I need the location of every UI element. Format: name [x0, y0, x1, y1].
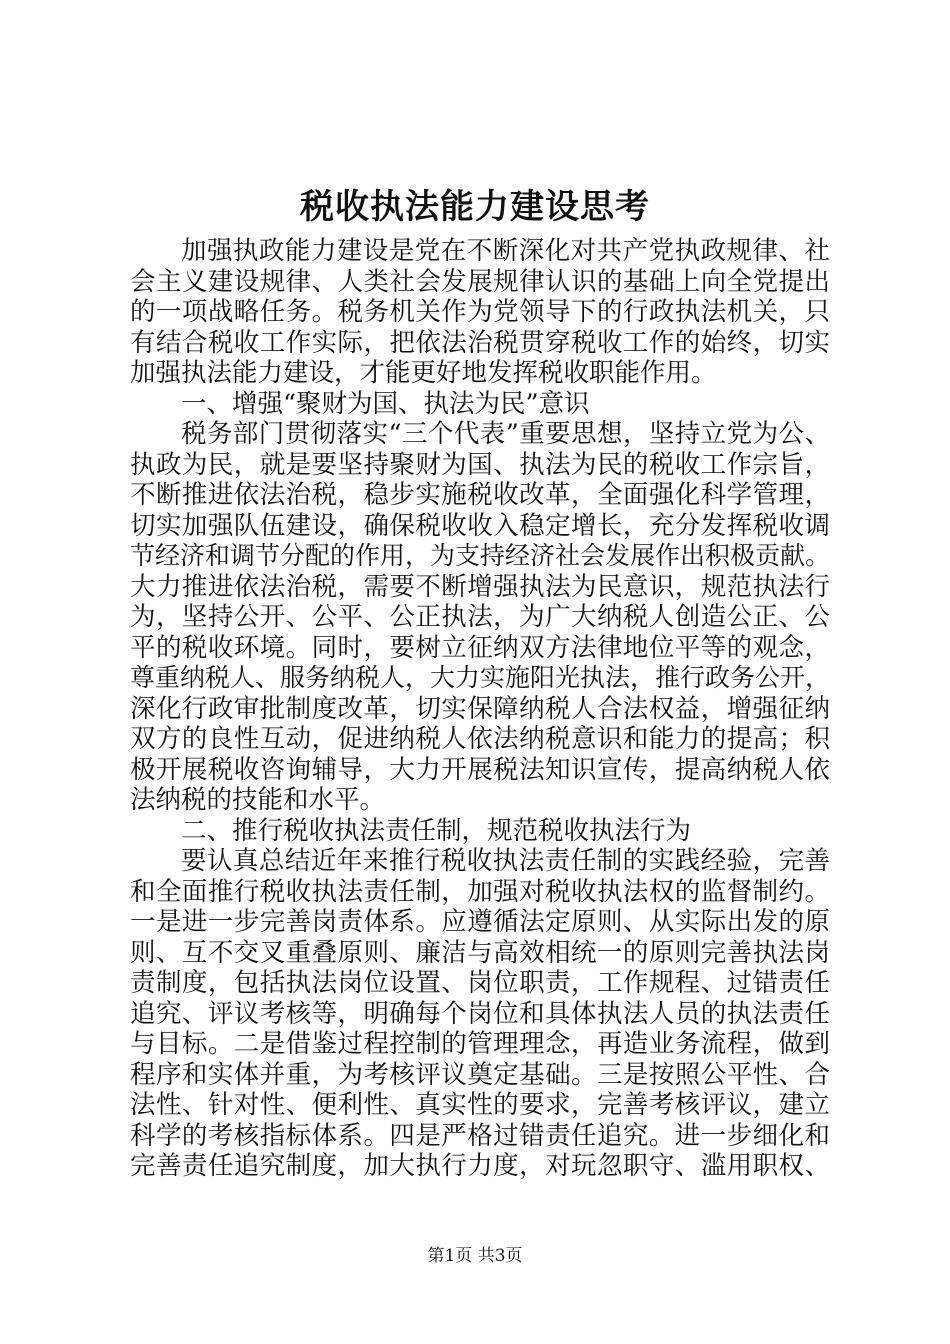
- paragraph-line: 法性、针对性、便利性、真实性的要求，完善考核评议，建立: [130, 1090, 830, 1120]
- paragraph-line: 切实加强队伍建设，确保税收收入稳定增长，充分发挥税收调: [130, 510, 830, 541]
- paragraph-line: 大力推进依法治税，需要不断增强执法为民意识，规范执法行: [130, 571, 830, 602]
- paragraph-line: 程序和实体并重，为考核评议奠定基础。三是按照公平性、合: [130, 1059, 830, 1090]
- paragraph-line: 为，坚持公开、公平、公正执法，为广大纳税人创造公正、公: [130, 602, 830, 632]
- paragraph-line: 执政为民，就是要坚持聚财为国、执法为民的税收工作宗旨，: [130, 449, 830, 480]
- paragraph-line: 税务部门贯彻落实“三个代表”重要思想，坚持立党为公、: [181, 419, 830, 449]
- document-body: [130, 236, 830, 1182]
- paragraph-line: 完善责任追究制度，加大执行力度，对玩忽职守、滥用职权、: [130, 1151, 830, 1181]
- paragraph-line: 会主义建设规律、人类社会发展规律认识的基础上向全党提出: [130, 266, 830, 297]
- paragraph-line: 的一项战略任务。税务机关作为党领导下的行政执法机关，只: [130, 297, 830, 327]
- paragraph-line: 平的税收环境。同时，要树立征纳双方法律地位平等的观念，: [130, 632, 830, 663]
- document-title: 税收执法能力建设思考: [300, 187, 650, 227]
- paragraph-line: 不断推进依法治税，稳步实施税收改革，全面强化科学管理，: [130, 480, 830, 510]
- paragraph-line: 加强执法能力建设，才能更好地发挥税收职能作用。: [130, 358, 717, 388]
- paragraph-line: 则、互不交叉重叠原则、廉洁与高效相统一的原则完善执法岗: [130, 937, 830, 968]
- paragraph-line: 深化行政审批制度改革，切实保障纳税人合法权益，增强征纳: [130, 693, 830, 724]
- paragraph-line: 责制度，包括执法岗位设置、岗位职责，工作规程、过错责任: [130, 968, 830, 998]
- paragraph-line: 加强执政能力建设是党在不断深化对共产党执政规律、社: [181, 236, 830, 266]
- paragraph-line: 要认真总结近年来推行税收执法责任制的实践经验，完善: [181, 846, 830, 876]
- paragraph-line: 和全面推行税收执法责任制，加强对税收执法权的监督制约。: [130, 876, 830, 907]
- paragraph-line: 尊重纳税人、服务纳税人，大力实施阳光执法，推行政务公开，: [130, 663, 830, 692]
- paragraph-line: 节经济和调节分配的作用，为支持经济社会发展作出积极贡献。: [130, 541, 830, 570]
- paragraph-line: 极开展税收咨询辅导，大力开展税法知识宣传，提高纳税人依: [130, 754, 830, 785]
- paragraph-line: 有结合税收工作实际，把依法治税贯穿税收工作的始终，切实: [130, 327, 830, 358]
- paragraph-line: 与目标。二是借鉴过程控制的管理理念，再造业务流程，做到: [130, 1029, 830, 1059]
- section-heading: 一、增强“聚财为国、执法为民”意识: [181, 388, 590, 419]
- page-footer: 第1页 共3页: [427, 1246, 523, 1266]
- paragraph-line: 一是进一步完善岗责体系。应遵循法定原则、从实际出发的原: [130, 907, 830, 937]
- paragraph-line: 追究、评议考核等，明确每个岗位和具体执法人员的执法责任: [130, 998, 830, 1029]
- section-heading: 二、推行税收执法责任制，规范税收执法行为: [181, 815, 692, 846]
- paragraph-line: 法纳税的技能和水平。: [130, 785, 386, 815]
- paragraph-line: 科学的考核指标体系。四是严格过错责任追究。进一步细化和: [130, 1120, 830, 1151]
- paragraph-line: 双方的良性互动，促进纳税人依法纳税意识和能力的提高；积: [130, 724, 830, 754]
